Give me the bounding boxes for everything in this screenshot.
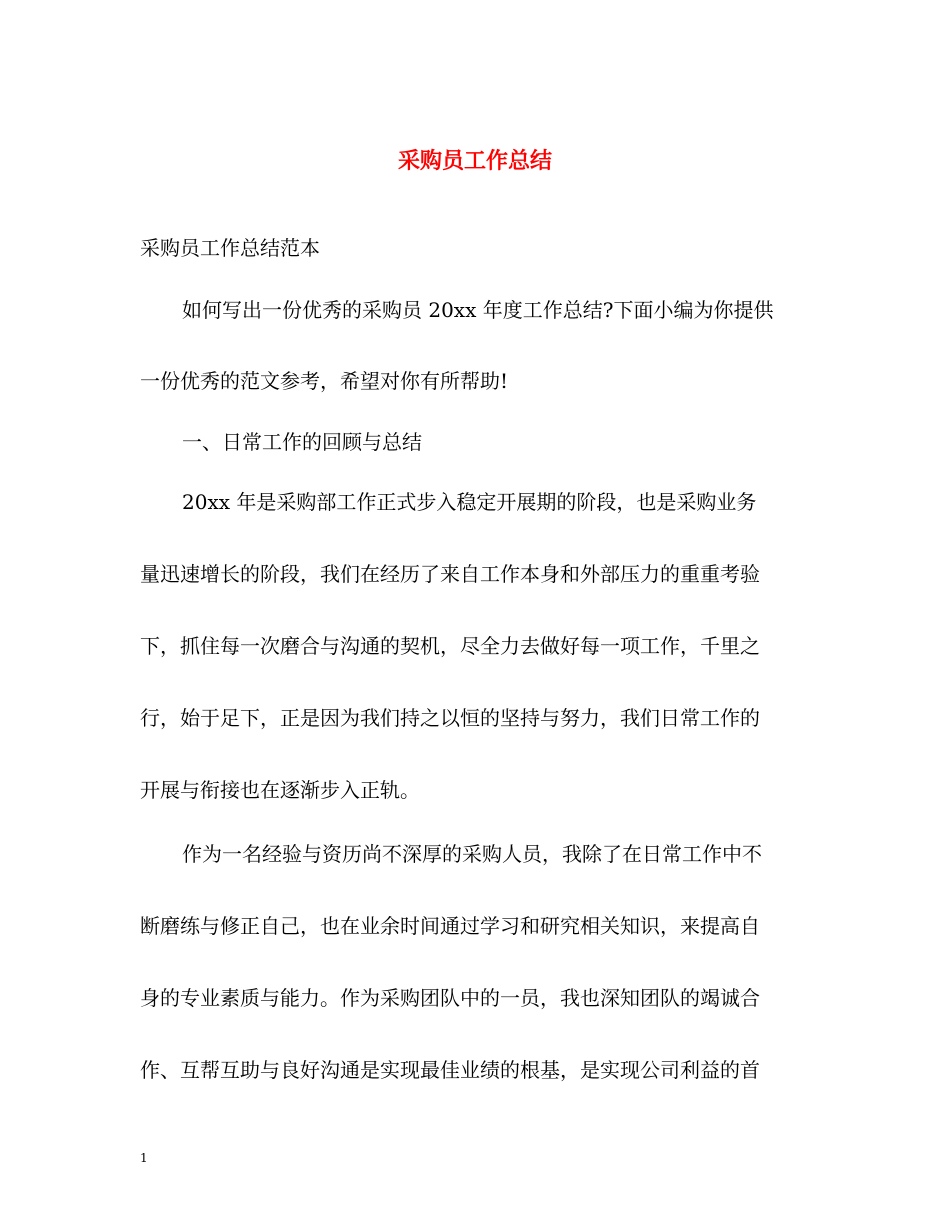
paragraph-line: 身的专业素质与能力。作为采购团队中的一员，我也深知团队的竭诚合 bbox=[140, 986, 760, 1010]
page-number: 1 bbox=[140, 1151, 148, 1165]
paragraph-line: 20xx 年是采购部工作正式步入稳定开展期的阶段，也是采购业务 bbox=[182, 490, 757, 514]
paragraph-line: 作为一名经验与资历尚不深厚的采购人员，我除了在日常工作中不 bbox=[182, 842, 762, 866]
section-heading: 一、日常工作的回顾与总结 bbox=[182, 430, 422, 454]
paragraph-line: 如何写出一份优秀的采购员 20xx 年度工作总结?下面小编为你提供 bbox=[182, 298, 774, 322]
paragraph-line: 断磨练与修正自己，也在业余时间通过学习和研究相关知识，来提高自 bbox=[140, 914, 760, 938]
paragraph-line: 一份优秀的范文参考，希望对你有所帮助! bbox=[140, 369, 509, 393]
document-subtitle: 采购员工作总结范本 bbox=[140, 236, 320, 260]
paragraph-line: 作、互帮互助与良好沟通是实现最佳业绩的根基，是实现公司利益的首 bbox=[140, 1058, 760, 1082]
paragraph-line: 开展与衔接也在逐渐步入正轨。 bbox=[140, 778, 420, 802]
paragraph-line: 下，抓住每一次磨合与沟通的契机，尽全力去做好每一项工作，千里之 bbox=[140, 634, 760, 658]
paragraph-line: 行，始于足下，正是因为我们持之以恒的坚持与努力，我们日常工作的 bbox=[140, 706, 760, 730]
document-title: 采购员工作总结 bbox=[397, 148, 552, 174]
paragraph-line: 量迅速增长的阶段，我们在经历了来自工作本身和外部压力的重重考验 bbox=[140, 562, 760, 586]
